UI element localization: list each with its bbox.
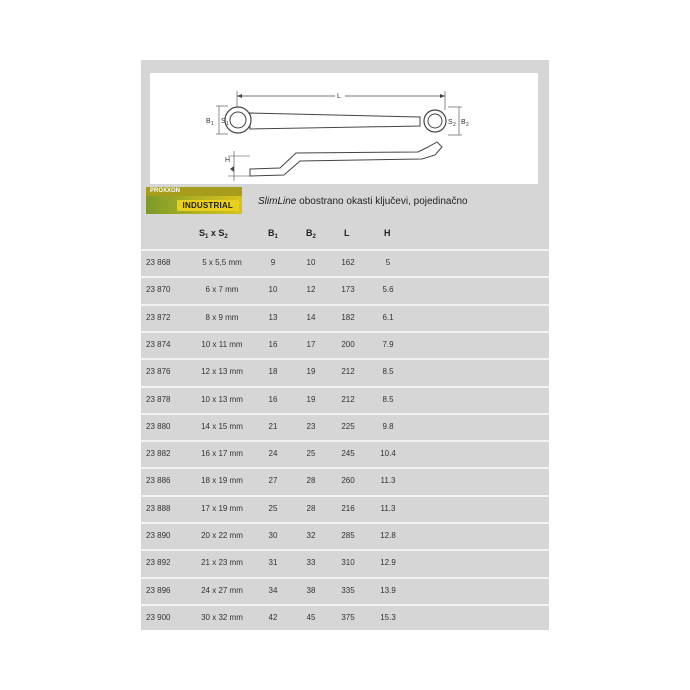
cell-b1: 9 <box>270 258 276 267</box>
page-title <box>258 196 468 207</box>
cell-code: 23 876 <box>146 367 171 377</box>
cell-h: 12.8 <box>380 531 396 540</box>
table-row <box>141 331 549 357</box>
cell-b2: 17 <box>306 339 316 349</box>
s2-dim-label: S <box>448 119 453 126</box>
height-label: H <box>225 157 231 164</box>
table-row <box>141 495 549 521</box>
cell-b1: 16 <box>268 394 278 404</box>
cell-size: 12 x 13 mm <box>201 367 243 377</box>
cell-b1: 31 <box>268 558 278 568</box>
cell-b2: 28 <box>306 503 316 513</box>
cell-b2: 19 <box>306 394 316 404</box>
svg-text:1: 1 <box>211 121 214 127</box>
table-row <box>141 604 549 630</box>
table-row <box>141 358 549 384</box>
cell-h: 11.3 <box>380 503 396 513</box>
cell-l: 245 <box>341 449 355 459</box>
cell-size: 17 x 19 mm <box>201 503 243 513</box>
b1-dim-label: B <box>206 118 211 125</box>
cell-l: 216 <box>341 503 355 513</box>
cell-h: 5.6 <box>382 285 394 295</box>
cell-size: 18 x 19 mm <box>201 476 243 486</box>
cell-l: 260 <box>341 476 355 486</box>
cell-b1: 25 <box>268 503 278 513</box>
cell-size: 24 x 27 mm <box>201 585 243 595</box>
header-size: $S_1$ x $S_2$ <box>199 228 228 240</box>
cell-l: 173 <box>341 285 355 295</box>
proxxon-industrial-logo <box>146 187 242 214</box>
cell-l: 335 <box>341 585 355 595</box>
cell-b2: 10 <box>306 258 316 267</box>
cell-h: 5 <box>385 258 391 267</box>
header-b1: $B_1$ <box>268 228 278 240</box>
svg-text:1: 1 <box>226 121 229 127</box>
cell-b1: 18 <box>268 367 278 377</box>
cell-h: 13.9 <box>380 585 396 595</box>
cell-l: 285 <box>341 531 355 540</box>
cell-code: 23 878 <box>146 394 171 404</box>
header-l: L <box>344 228 350 238</box>
double-ring-spanner-icon <box>150 73 538 184</box>
cell-b1: 10 <box>268 285 278 295</box>
cell-h: 8.5 <box>382 367 394 377</box>
table-row <box>141 413 549 439</box>
table-row <box>141 467 549 493</box>
cell-b2: 25 <box>306 449 316 459</box>
s1-dim-label: S <box>221 118 226 125</box>
header-h: H <box>384 228 391 238</box>
header-b2: $B_2$ <box>306 228 316 240</box>
cell-b2: 19 <box>306 367 316 377</box>
b2-dim-label: B <box>461 119 466 126</box>
cell-h: 7.9 <box>382 339 394 349</box>
cell-l: 375 <box>341 612 355 622</box>
cell-size: 6 x 7 mm <box>205 285 239 295</box>
table-row <box>141 549 549 575</box>
cell-size: 10 x 13 mm <box>201 394 243 404</box>
table-row <box>141 304 549 330</box>
length-label: L <box>337 93 341 100</box>
cell-b2: 33 <box>306 558 316 568</box>
svg-text:2: 2 <box>453 122 456 128</box>
table-row <box>141 249 549 275</box>
cell-h: 8.5 <box>382 394 394 404</box>
cell-b1: 42 <box>268 612 278 622</box>
cell-size: 20 x 22 mm <box>201 531 243 540</box>
cell-h: 10.4 <box>380 449 396 459</box>
cell-l: 310 <box>341 558 355 568</box>
cell-b1: 27 <box>268 476 278 486</box>
logo-industrial-text: INDUSTRIAL <box>177 200 239 211</box>
spanner-drawing <box>150 73 538 184</box>
table-row <box>141 522 549 548</box>
cell-size: 8 x 9 mm <box>205 312 239 322</box>
table-row <box>141 386 549 412</box>
cell-size: 30 x 32 mm <box>201 612 243 622</box>
cell-code: 23 880 <box>146 421 171 431</box>
cell-h: 6.1 <box>382 312 394 322</box>
logo-brand-text: PROXXON <box>150 188 181 194</box>
cell-l: 162 <box>341 258 355 267</box>
cell-b2: 14 <box>306 312 316 322</box>
cell-b2: 23 <box>306 421 316 431</box>
cell-b2: 28 <box>306 476 316 486</box>
cell-h: 11.3 <box>380 476 396 486</box>
cell-size: 16 x 17 mm <box>201 449 243 459</box>
cell-code: 23 872 <box>146 312 171 322</box>
cell-code: 23 886 <box>146 476 171 486</box>
cell-l: 200 <box>341 339 355 349</box>
cell-h: 12.9 <box>380 558 396 568</box>
cell-code: 23 890 <box>146 531 171 540</box>
cell-b2: 32 <box>306 531 316 540</box>
svg-text:2: 2 <box>466 122 469 128</box>
cell-b1: 16 <box>268 339 278 349</box>
cell-size: 21 x 23 mm <box>201 558 243 568</box>
cell-b1: 30 <box>268 531 278 540</box>
table-row <box>141 440 549 466</box>
table-row <box>141 577 549 603</box>
cell-size: 10 x 11 mm <box>201 339 243 349</box>
cell-code: 23 892 <box>146 558 171 568</box>
cell-l: 182 <box>341 312 355 322</box>
cell-h: 15.3 <box>380 612 396 622</box>
cell-l: 225 <box>341 421 355 431</box>
cell-size: 14 x 15 mm <box>201 421 243 431</box>
cell-b2: 38 <box>306 585 316 595</box>
cell-code: 23 896 <box>146 585 171 595</box>
cell-b1: 13 <box>268 312 278 322</box>
cell-code: 23 882 <box>146 449 171 459</box>
cell-code: 23 874 <box>146 339 171 349</box>
title-text: obostrano okasti ključevi, pojedinačno <box>296 196 468 207</box>
cell-code: 23 868 <box>146 258 171 267</box>
cell-l: 212 <box>341 367 355 377</box>
cell-size: 5 x 5,5 mm <box>202 258 242 267</box>
cell-b1: 34 <box>268 585 278 595</box>
cell-b1: 24 <box>268 449 278 459</box>
cell-b1: 21 <box>268 421 278 431</box>
table-row <box>141 276 549 302</box>
cell-code: 23 888 <box>146 503 171 513</box>
cell-b2: 12 <box>306 285 316 295</box>
product-spec-sheet <box>141 60 549 630</box>
cell-l: 212 <box>341 394 355 404</box>
cell-h: 9.8 <box>382 421 394 431</box>
cell-code: 23 870 <box>146 285 171 295</box>
cell-b2: 45 <box>306 612 316 622</box>
cell-code: 23 900 <box>146 612 171 622</box>
title-brand: SlimLine <box>258 196 297 207</box>
